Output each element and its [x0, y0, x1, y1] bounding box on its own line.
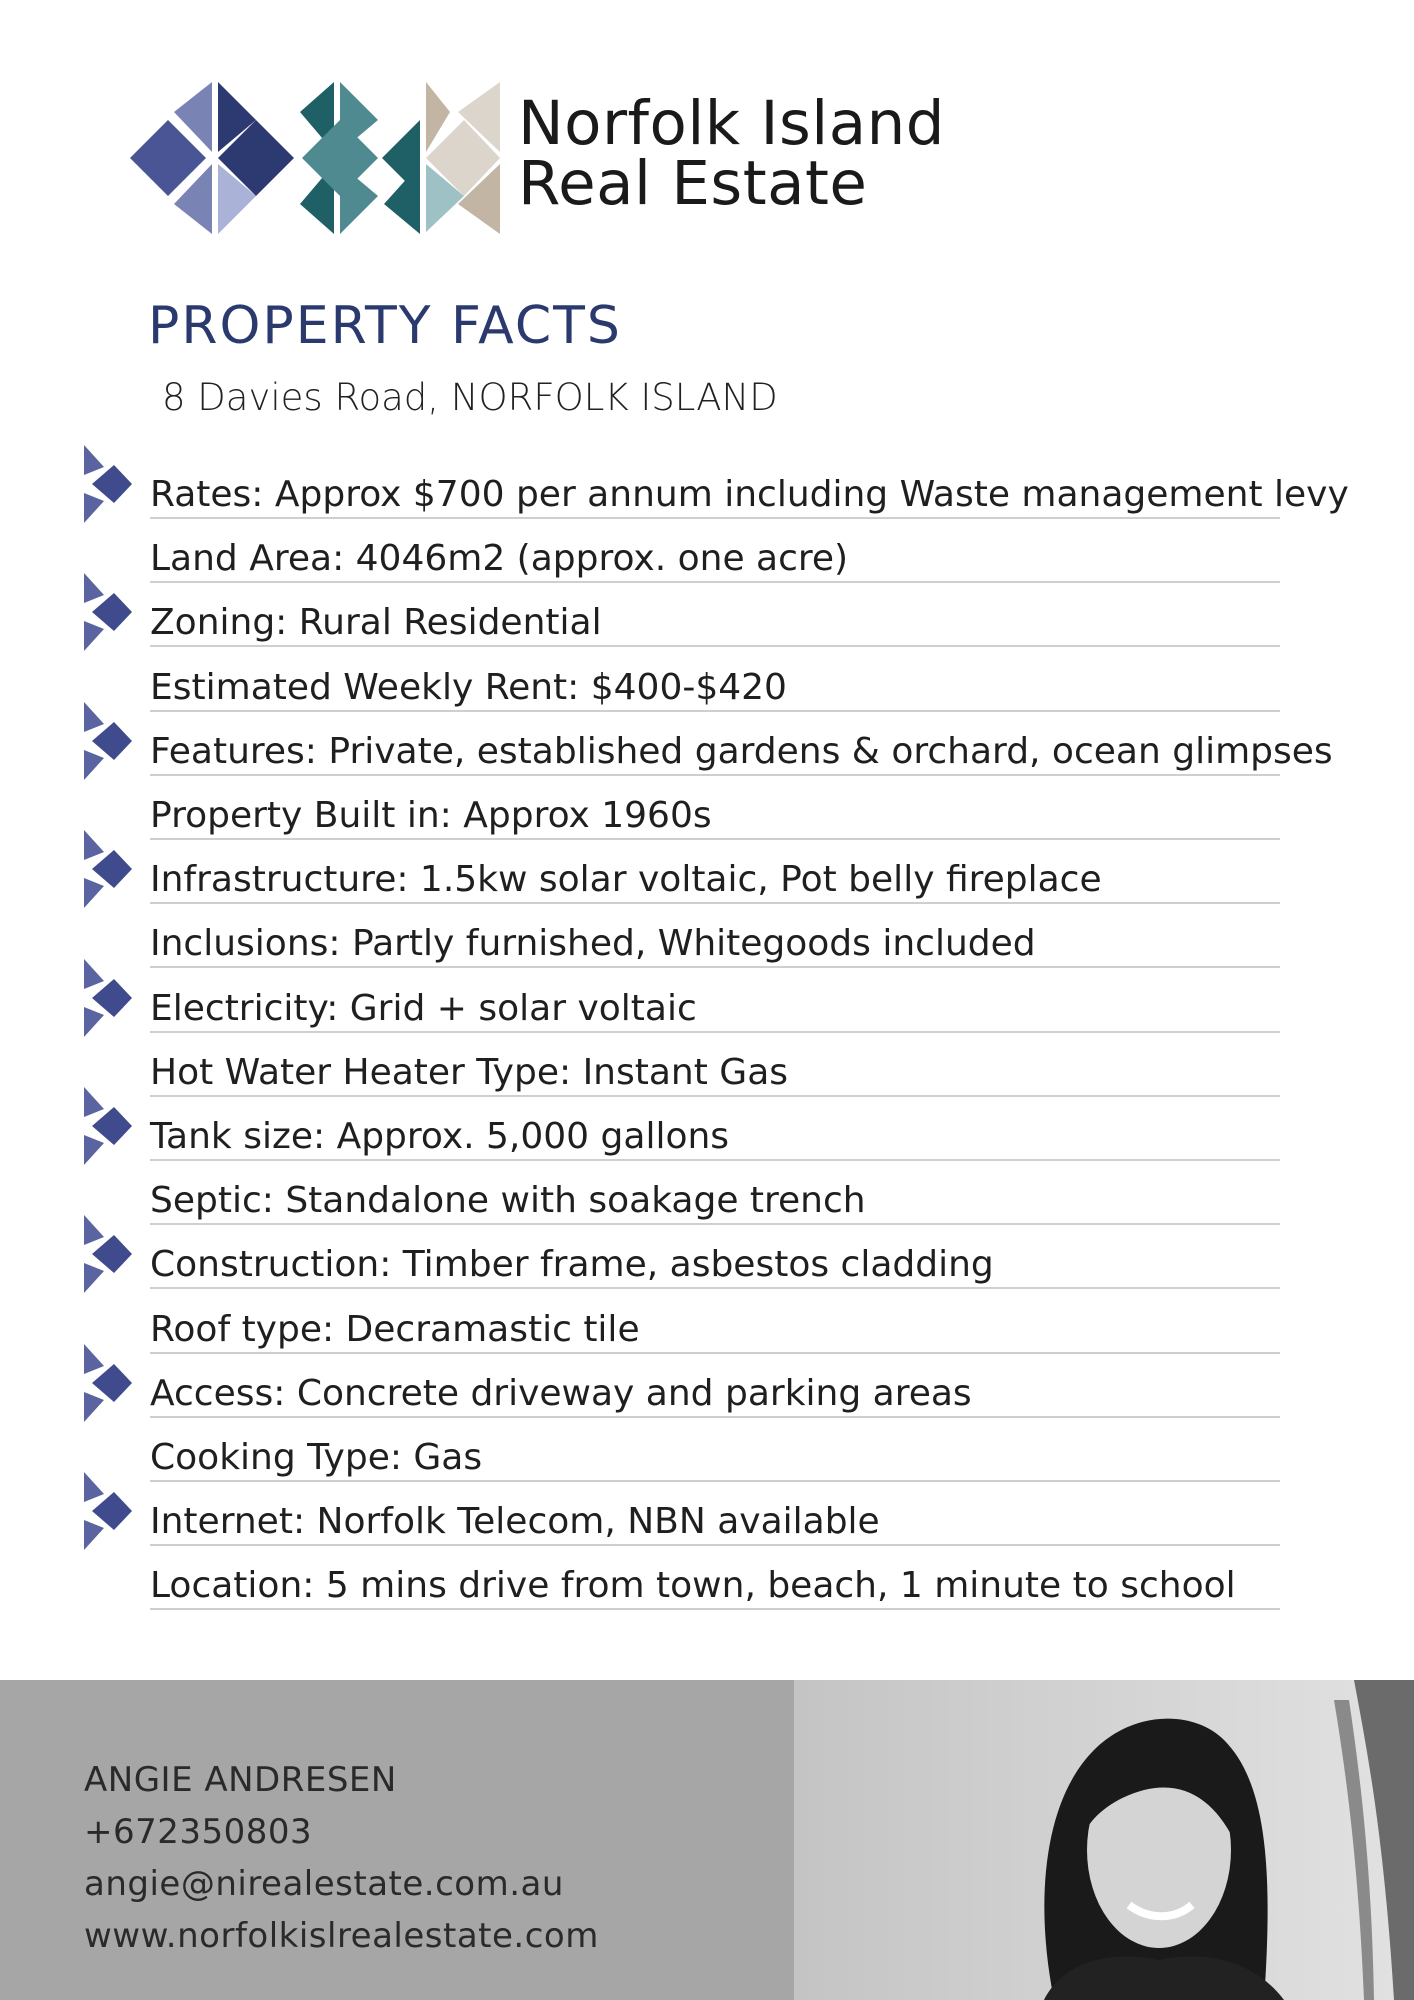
- fact-text: Zoning: Rural Residential: [150, 602, 602, 644]
- chevron-triangle-icon: [84, 702, 134, 780]
- fact-row: [150, 1097, 1280, 1161]
- agent-name: ANGIE ANDRESEN: [84, 1760, 397, 1800]
- chevron-triangle-icon: [84, 830, 134, 908]
- fact-text: Hot Water Heater Type: Instant Gas: [150, 1051, 789, 1093]
- fact-row: [150, 1418, 1280, 1482]
- chevron-triangle-icon: [84, 1087, 134, 1165]
- chevron-triangle-icon: [84, 445, 134, 523]
- property-address: 8 Davies Road, NORFOLK ISLAND: [162, 376, 778, 419]
- chevron-triangle-icon: [84, 1472, 134, 1550]
- fact-row: [150, 1033, 1280, 1097]
- fact-text: Internet: Norfolk Telecom, NBN available: [150, 1501, 880, 1543]
- fact-row: [150, 1546, 1280, 1610]
- agent-email[interactable]: angie@nirealestate.com.au: [84, 1864, 564, 1904]
- brand-line-2: Real Estate: [518, 148, 868, 219]
- fact-text: Estimated Weekly Rent: $400-$420: [150, 666, 787, 708]
- fact-row: [150, 969, 1280, 1033]
- fact-text: Cooking Type: Gas: [150, 1437, 483, 1478]
- fact-row: [150, 904, 1280, 968]
- fact-row: [150, 776, 1280, 840]
- fact-text: Infrastructure: 1.5kw solar voltaic, Pot belly fireplace: [150, 859, 1102, 901]
- fact-text: Land Area: 4046m2 (approx. one acre): [150, 538, 849, 580]
- fact-row: [150, 840, 1280, 904]
- chevron-triangle-icon: [84, 573, 134, 651]
- fact-row: [150, 1225, 1280, 1289]
- fact-text: Rates: Approx $700 per annum including Waste management levy: [150, 474, 1349, 515]
- fact-text: Tank size: Approx. 5,000 gallons: [150, 1116, 730, 1157]
- fact-row: [150, 519, 1280, 583]
- fact-text: Roof type: Decramastic tile: [150, 1308, 640, 1350]
- fact-row: [150, 1290, 1280, 1354]
- fact-text: Septic: Standalone with soakage trench: [150, 1180, 866, 1222]
- fact-text: Construction: Timber frame, asbestos cladding: [150, 1244, 994, 1286]
- fact-row: [150, 712, 1333, 776]
- fact-text: Inclusions: Partly furnished, Whitegoods included: [150, 923, 1036, 965]
- brand-line-1: Norfolk Island: [518, 88, 945, 159]
- chevron-triangle-icon: [84, 1215, 134, 1293]
- fact-text: Access: Concrete driveway and parking areas: [150, 1372, 972, 1414]
- fact-text: Electricity: Grid + solar voltaic: [150, 987, 697, 1029]
- chevron-triangle-icon: [84, 959, 134, 1037]
- fact-row: [150, 1354, 1280, 1418]
- agent-portrait-image: [794, 1680, 1414, 2000]
- agent-contact: [84, 1754, 599, 1962]
- fact-text: Location: 5 mins drive from town, beach, 1 minute to school: [150, 1565, 1236, 1607]
- agent-footer: [0, 1680, 1414, 2000]
- fact-row: [150, 455, 1349, 519]
- agent-website[interactable]: www.norfolkislrealestate.com: [84, 1916, 599, 1956]
- fact-text: Features: Private, established gardens & orchard, ocean glimpses: [150, 730, 1333, 772]
- fact-row: [150, 1161, 1280, 1225]
- page-title: PROPERTY FACTS: [148, 296, 622, 356]
- fact-text: Property Built in: Approx 1960s: [150, 795, 712, 836]
- chevron-triangle-icon: [84, 1344, 134, 1422]
- fact-row: [150, 583, 1280, 647]
- fact-row: [150, 648, 1280, 712]
- fact-row: [150, 1482, 1280, 1546]
- agent-phone[interactable]: +672350803: [84, 1812, 313, 1852]
